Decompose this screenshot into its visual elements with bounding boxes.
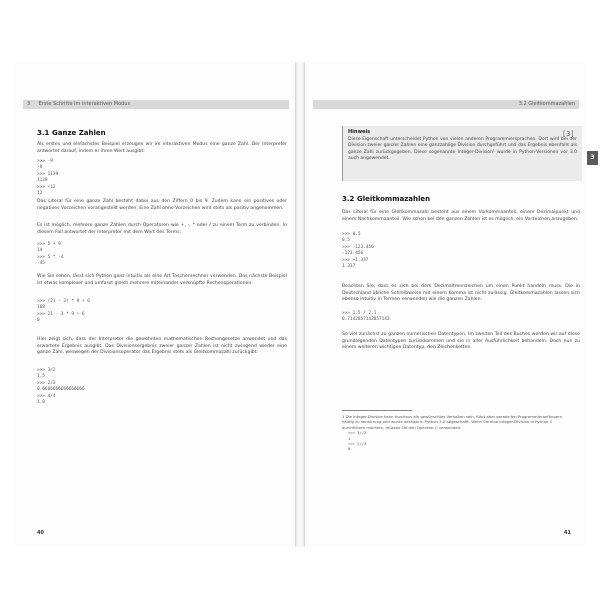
running-head-section-number: 3.2 bbox=[518, 101, 527, 107]
paragraph: Das Literal für eine Gleitkommazahl besteht aus einem Vorkommaanteil, einem Dezimalpunkt und einem Nachkommaanteil. Wie schon bei den ganzen Zahlen ist es möglich, ein Vorzeichen anzugeben: bbox=[342, 210, 580, 222]
running-head-chapter-number: 3 bbox=[27, 101, 31, 107]
footnote-text: 1 Die Integer-Division kann durchaus ein gewünschtes Verhalten sein, führt aber gerade bei Programmieranfängern häufig zu Verwirrung und wurde deshalb in Python 3.0 abgeschafft. Wenn Sie eine Integer-Division in Python 3 durchführen möchten, müssen Sie den Operator // verwenden: bbox=[342, 414, 563, 430]
paragraph: Wie Sie sehen, lässt sich Python ganz intuitiv als eine Art Taschenrechner verwenden. Das nächste Beispiel ist etwas komplexer und umfasst gleich mehrere miteinander verknüpfte Rechenoperationen: bbox=[37, 274, 287, 286]
paragraph: So viel zunächst zu ganzen numerischen Datentypen. Im zweiten Teil des Buches werden wir auf diese grundlegenden Datentypen zurückkommen und sie in aller Ausführlichkeit behandeln. Doch nun zu einem weiteren wichtigen Datentyp, den Zeichenketten. bbox=[342, 332, 580, 351]
left-page bbox=[13, 62, 295, 547]
paragraph: Beachten Sie, dass es sich bei dem Dezimaltrennzeichen um einen Punkt handeln muss. Die in Deutschland übliche Schreibweise mit einem Komma ist nicht zulässig. Gleitkommazahlen lassen sich ebenso intuitiv in Termen verwenden wie die ganzen Zahlen: bbox=[342, 284, 580, 303]
paragraph: Hier zeigt sich, dass der Interpreter die gewohnten mathematischen Rechengesetze anwendet und das erwartete Ergebnis ausgibt. Das Divisionsergebnis zweier ganzer Zahlen ist nicht zwingend wieder eine ganze Zahl, weswegen der Divisionsoperator das Ergebnis stets als Gleitkommazahl zurückgibt: bbox=[37, 337, 287, 356]
code-block: >>> 1.5 / 2.1 0.7142857142857143 bbox=[342, 311, 390, 323]
running-head-title: Erste Schritte im interaktiven Modus bbox=[38, 101, 131, 107]
code-block: >>> -9 -9 >>> 1139 1139 >>> +12 12 bbox=[37, 159, 59, 197]
section-heading-3-2 bbox=[342, 195, 430, 203]
paragraph: Als erstes und einfachstes Beispiel erzeugen wir im interaktiven Modus eine ganze Zahl. Der Interpreter antwortet darauf, indem er ihren Wert ausgibt: bbox=[37, 142, 287, 154]
page-number-right: 41 bbox=[564, 530, 571, 536]
paragraph: Es ist möglich, mehrere ganze Zahlen durch Operatoren wie +, -, * oder / zu einem Term zu verbinden. In diesem Fall antwortet der Interpreter mit dem Wert des Terms: bbox=[37, 223, 287, 235]
code-block: >>> 3/2 1.5 >>> 2/3 0.6666666666666666 >>> 4/4 1.0 bbox=[37, 368, 85, 406]
section-title: Ganze Zahlen bbox=[52, 129, 106, 137]
note-box bbox=[342, 126, 582, 181]
book-gutter bbox=[295, 62, 305, 547]
paragraph: Das Literal für eine ganze Zahl besteht dabei aus den Ziffern 0 bis 9. Zudem kann ein positives oder negatives Vorzeichen vorangestellt werden. Eine Zahl ohne Vorzeichen wird stets als positiv angenommen. bbox=[37, 199, 287, 211]
code-block: >>> 5 + 9 14 >>> 5 * -4 -45 bbox=[37, 242, 64, 267]
section-number: 3.1 bbox=[37, 129, 50, 137]
section-title: Gleitkommazahlen bbox=[357, 195, 431, 203]
running-head-title: Gleitkommazahlen bbox=[528, 101, 575, 107]
note-title: Hinweis bbox=[348, 129, 371, 135]
footnote bbox=[342, 414, 574, 452]
footnote-rule bbox=[342, 410, 412, 411]
footnote-code: >>> 3//2 1 >>> 2//3 0 bbox=[348, 430, 367, 452]
code-block: >>> (21 - 3) * 9 + 6 168 >>> 21 - 3 * 9 + 6 0 bbox=[37, 299, 90, 324]
running-head-right bbox=[313, 100, 579, 109]
margin-marker-icon: [3] bbox=[562, 130, 575, 138]
code-block: >>> 0.5 0.5 >>> -123.456 -123.456 >>> +1.337 1.337 bbox=[342, 232, 374, 270]
right-page bbox=[305, 62, 587, 547]
section-heading-3-1 bbox=[37, 129, 106, 137]
section-number: 3.2 bbox=[342, 195, 355, 203]
chapter-thumb-tab: 3 bbox=[587, 151, 598, 165]
running-head-left bbox=[23, 100, 289, 109]
page-number-left: 40 bbox=[37, 530, 44, 536]
note-text: Diese Eigenschaft unterscheidet Python von vielen anderen Programmiersprachen. Dort wird bei der Division zweier ganzer Zahlen eine ganzzahlige Division durchgeführt und das Ergebnis ebenfalls als ganze Zahl zurückgegeben. Diese sogenannte Integer-Division¹ wurde in Python-Versionen vor 3.0 auch angewendet. bbox=[348, 137, 577, 162]
